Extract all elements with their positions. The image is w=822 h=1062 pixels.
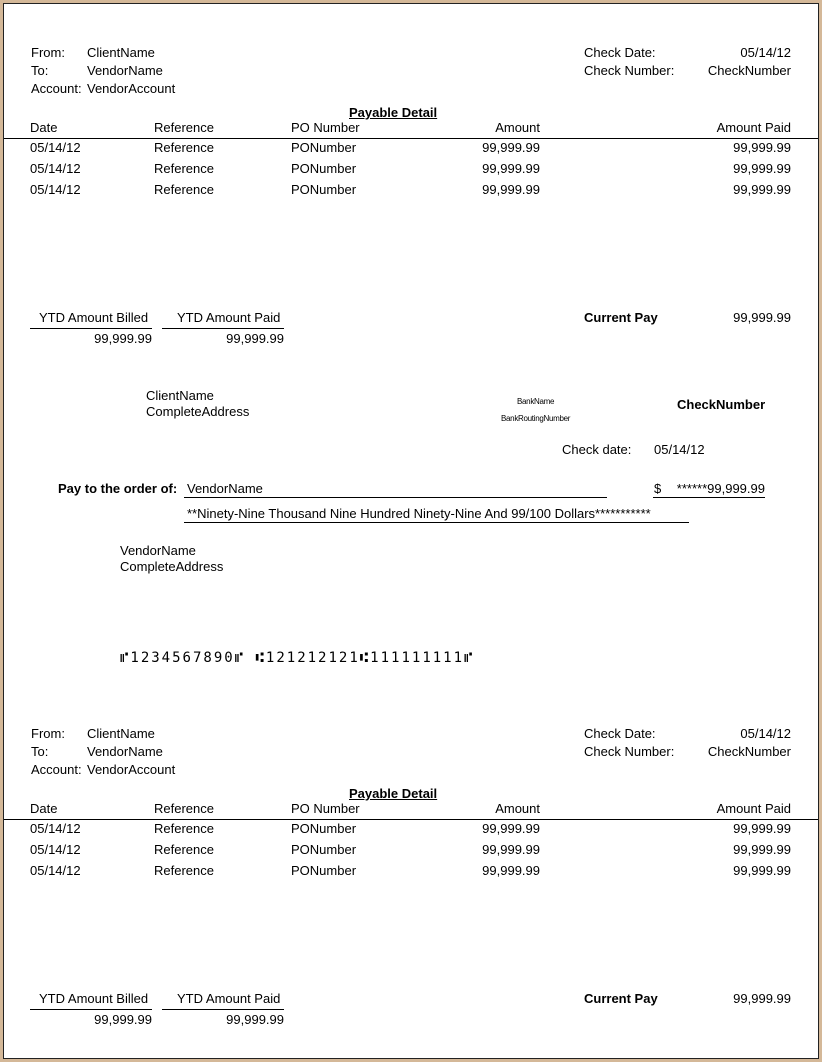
col-amount-paid: Amount Paid [716,120,791,135]
current-pay-label: Current Pay [584,310,658,325]
from-label: From: [31,726,65,741]
ytd-billed-divider [30,328,152,329]
row-amount-paid: 99,999.99 [733,140,791,155]
check-date-value: 05/14/12 [740,726,791,741]
amount-in-words: **Ninety-Nine Thousand Nine Hundred Ninety-Nine And 99/100 Dollars*********** [187,506,651,521]
row-amount: 99,999.99 [482,182,540,197]
row-po-number: PONumber [291,182,357,197]
row-date: 05/14/12 [30,161,81,176]
ytd-paid-label: YTD Amount Paid [177,310,281,325]
col-date: Date [30,120,58,135]
pay-to-label: Pay to the order of: [58,481,178,496]
row-reference: Reference [154,842,214,857]
row-reference: Reference [154,863,214,878]
row-date: 05/14/12 [30,842,81,857]
from-label: From: [31,45,65,60]
header-divider [4,819,818,820]
current-pay-value: 99,999.99 [733,310,791,325]
check-date-value: 05/14/12 [654,442,705,457]
row-reference: Reference [154,161,214,176]
row-amount: 99,999.99 [482,161,540,176]
from-value: ClientName [87,726,155,741]
col-po-number: PO Number [291,120,360,135]
row-po-number: PONumber [291,821,357,836]
col-po-number: PO Number [291,801,360,816]
col-amount-paid: Amount Paid [716,801,791,816]
payer-name: ClientName [146,388,214,403]
check-date-label: Check date: [562,442,632,457]
ytd-billed-label: YTD Amount Billed [39,310,149,325]
ytd-billed-label: YTD Amount Billed [39,991,149,1006]
ytd-paid-label: YTD Amount Paid [177,991,281,1006]
ytd-paid-divider [162,1009,284,1010]
row-date: 05/14/12 [30,863,81,878]
current-pay-label: Current Pay [584,991,658,1006]
row-po-number: PONumber [291,863,357,878]
col-reference: Reference [154,801,214,816]
row-amount-paid: 99,999.99 [733,821,791,836]
col-date: Date [30,801,58,816]
check-number: CheckNumber [677,397,766,412]
row-po-number: PONumber [291,140,357,155]
payable-detail-title: Payable Detail [349,105,438,120]
to-label: To: [31,63,49,78]
account-value: VendorAccount [87,762,176,777]
check-number-value: CheckNumber [707,63,791,78]
row-reference: Reference [154,821,214,836]
check-amount: ******99,999.99 [676,481,765,496]
col-amount: Amount [495,801,540,816]
payee-underline [184,497,607,498]
check-number-value: CheckNumber [707,744,791,759]
row-amount: 99,999.99 [482,842,540,857]
account-label: Account: [31,81,82,96]
ytd-billed-value: 99,999.99 [94,1012,152,1027]
to-value: VendorName [87,63,163,78]
ytd-billed-value: 99,999.99 [94,331,152,346]
row-amount-paid: 99,999.99 [733,842,791,857]
payee-line: VendorName [187,481,263,496]
dollar-sign: $ [654,481,662,496]
payer-address: CompleteAddress [146,404,250,419]
remittance-stub-bottom [0,681,822,1041]
account-value: VendorAccount [87,81,176,96]
micr-line: ⑈1234567890⑈ ⑆121212121⑆111111111⑈ [120,650,475,666]
row-date: 05/14/12 [30,821,81,836]
check-date-label: Check Date: [584,45,656,60]
col-reference: Reference [154,120,214,135]
amount-underline [653,497,765,498]
row-amount-paid: 99,999.99 [733,182,791,197]
col-amount: Amount [495,120,540,135]
to-label: To: [31,744,49,759]
ytd-billed-divider [30,1009,152,1010]
row-reference: Reference [154,182,214,197]
current-pay-value: 99,999.99 [733,991,791,1006]
check-number-label: Check Number: [584,744,675,759]
check-date-value: 05/14/12 [740,45,791,60]
to-value: VendorName [87,744,163,759]
bank-name: BankName [517,397,555,406]
header-divider [4,138,818,139]
payee-address: CompleteAddress [120,559,224,574]
amount-words-underline [184,522,689,523]
row-amount-paid: 99,999.99 [733,863,791,878]
row-amount: 99,999.99 [482,863,540,878]
account-label: Account: [31,762,82,777]
ytd-paid-divider [162,328,284,329]
from-value: ClientName [87,45,155,60]
remittance-stub-top [0,0,822,360]
bank-routing-number: BankRoutingNumber [501,414,571,423]
row-date: 05/14/12 [30,182,81,197]
row-po-number: PONumber [291,161,357,176]
row-amount: 99,999.99 [482,821,540,836]
row-reference: Reference [154,140,214,155]
check-number-label: Check Number: [584,63,675,78]
row-amount-paid: 99,999.99 [733,161,791,176]
payee-name: VendorName [120,543,196,558]
ytd-paid-value: 99,999.99 [226,331,284,346]
check-date-label: Check Date: [584,726,656,741]
ytd-paid-value: 99,999.99 [226,1012,284,1027]
payable-detail-title: Payable Detail [349,786,438,801]
row-date: 05/14/12 [30,140,81,155]
row-po-number: PONumber [291,842,357,857]
row-amount: 99,999.99 [482,140,540,155]
